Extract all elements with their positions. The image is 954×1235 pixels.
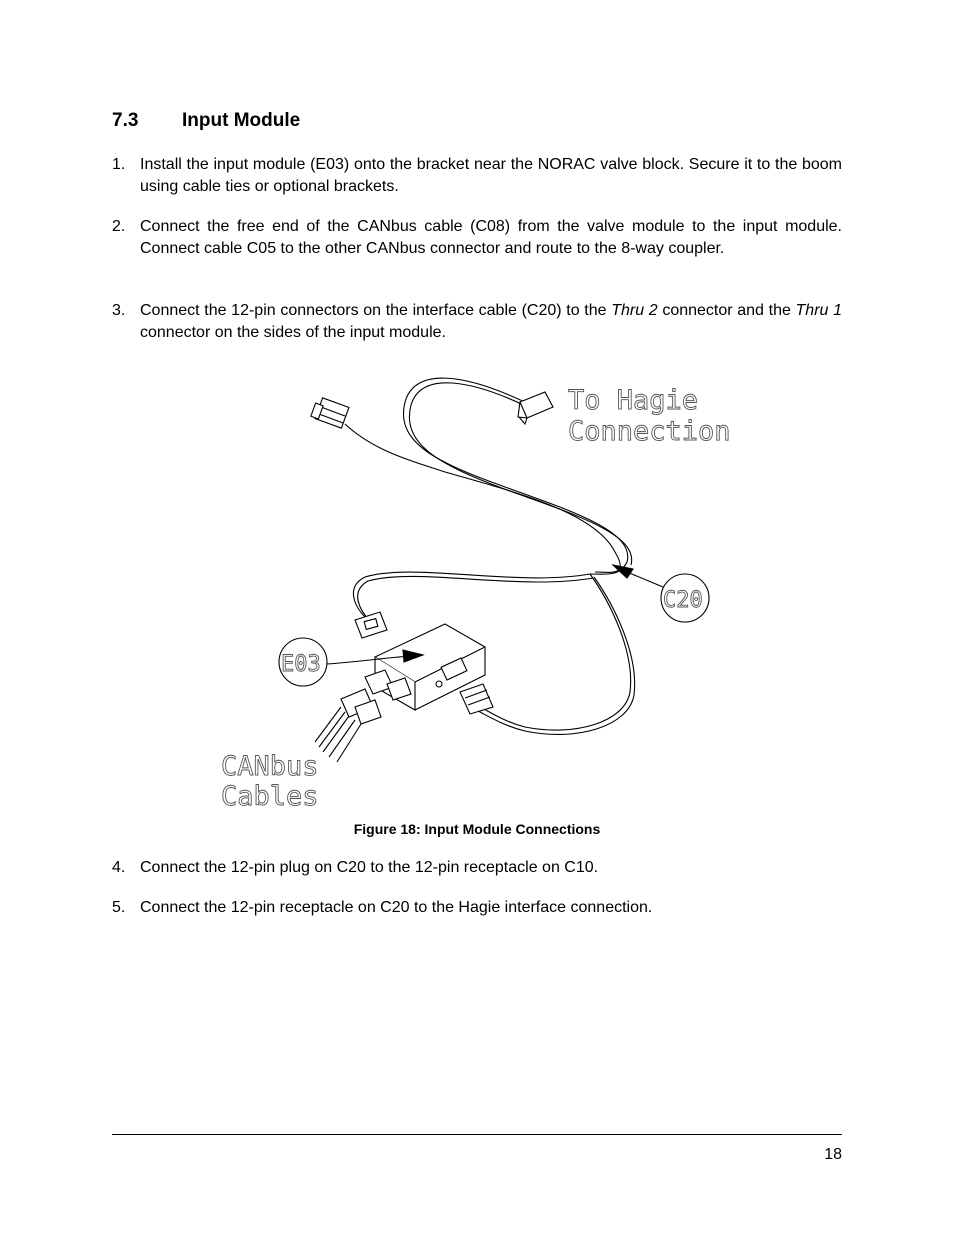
step-text: Connect the 12-pin receptacle on C20 to the Hagie interface connection. xyxy=(140,899,653,916)
label-canbus: CANbus xyxy=(221,751,319,782)
step-4 xyxy=(112,857,842,879)
step-text: Connect the 12-pin connectors on the interface cable (C20) to the Thru 2 connector and the Thru 1 connector on the sides of the input module. xyxy=(140,302,842,341)
module-top-connector xyxy=(355,612,387,638)
step-1 xyxy=(112,154,842,198)
step-number: 2. xyxy=(112,218,126,235)
thru-2-term: Thru 2 xyxy=(611,302,658,319)
label-connection: Connection xyxy=(568,416,731,447)
section-heading xyxy=(112,110,300,132)
step-3 xyxy=(112,300,842,344)
step-text: Connect the free end of the CANbus cable (C08) from the valve module to the input module. Connect cable C05 to the other CANbus connector and route to the 8-way coupler. xyxy=(140,218,842,257)
c20-leader xyxy=(627,572,663,587)
step-5 xyxy=(112,897,842,919)
right-side-connector xyxy=(460,684,493,714)
step-2 xyxy=(112,216,842,260)
step-number: 4. xyxy=(112,859,126,876)
cable-thru-loop xyxy=(480,574,631,730)
figure-caption: Figure 18: Input Module Connections xyxy=(353,821,601,837)
top-left-connector xyxy=(311,398,349,428)
hagie-connector xyxy=(518,392,553,424)
step-number: 3. xyxy=(112,302,126,319)
footer-rule xyxy=(112,1134,842,1135)
label-cables: Cables xyxy=(221,781,319,812)
label-to-hagie: To Hagie xyxy=(568,385,699,416)
section-number: 7.3 xyxy=(112,110,139,131)
step-number: 1. xyxy=(112,156,126,173)
step-text: Connect the 12-pin plug on C20 to the 12-pin receptacle on C10. xyxy=(140,859,599,876)
input-module-diagram xyxy=(215,362,745,812)
step-text: Install the input module (E03) onto the bracket near the NORAC valve block. Secure it to the boom using cable ties or optional brackets. xyxy=(140,156,842,195)
page-number: 18 xyxy=(824,1146,842,1163)
label-c20: C20 xyxy=(663,588,703,613)
canbus-connectors xyxy=(315,689,381,762)
label-e03: E03 xyxy=(281,652,321,677)
thru-1-term: Thru 1 xyxy=(795,302,842,319)
section-title: Input Module xyxy=(182,110,301,131)
step-number: 5. xyxy=(112,899,126,916)
